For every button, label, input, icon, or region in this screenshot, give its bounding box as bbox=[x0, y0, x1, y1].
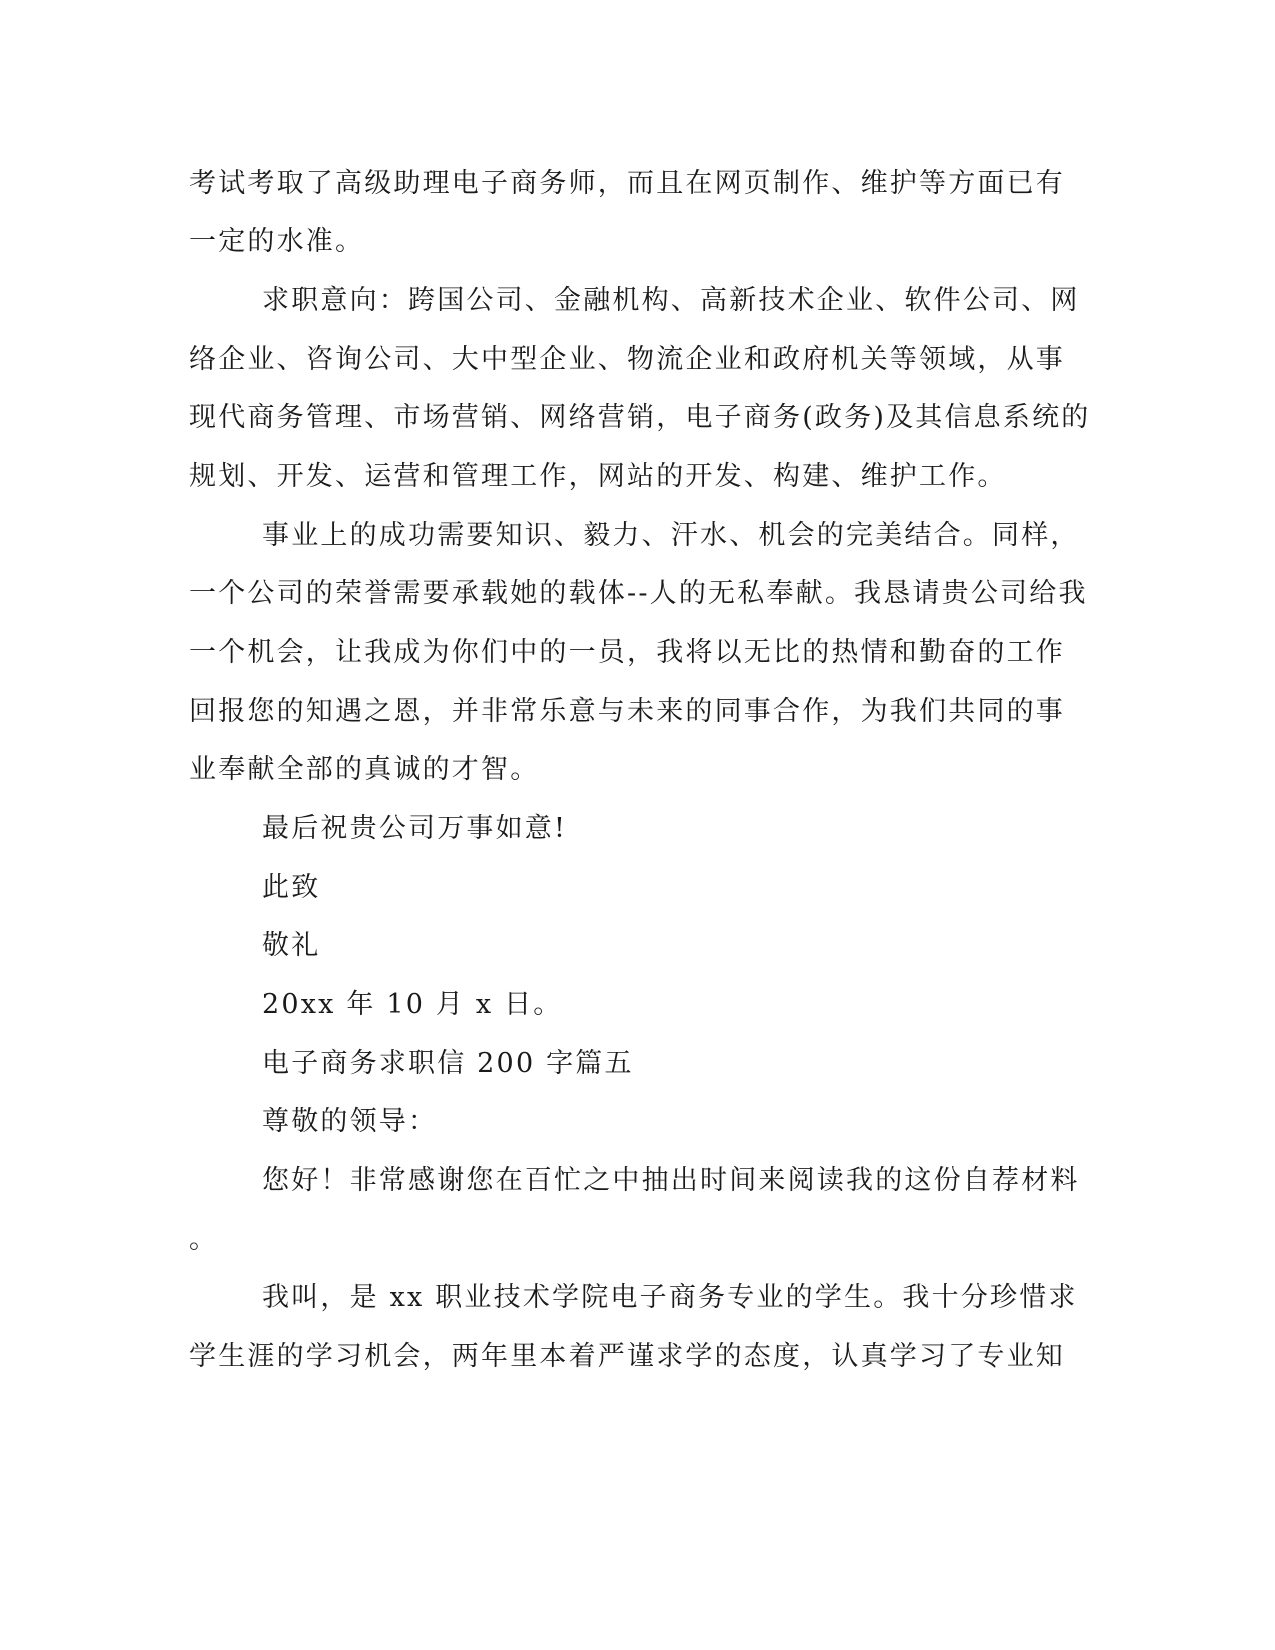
text-line: 一个公司的荣誉需要承载她的载体--人的无私奉献。我恳请贵公司给我 bbox=[189, 578, 1088, 609]
text-line: 学生涯的学习机会，两年里本着严谨求学的态度，认真学习了专业知 bbox=[189, 1341, 1065, 1372]
text-line: 规划、开发、运营和管理工作，网站的开发、构建、维护工作。 bbox=[189, 461, 1007, 492]
text-line: 尊敬的领导： bbox=[262, 1106, 438, 1137]
text-line: 。 bbox=[189, 1224, 219, 1255]
section-heading: 电子商务求职信 200 字篇五 bbox=[262, 1048, 634, 1079]
text-line: 最后祝贵公司万事如意! bbox=[262, 813, 568, 844]
text-line: 业奉献全部的真诚的才智。 bbox=[189, 754, 540, 785]
text-line: 我叫，是 xx 职业技术学院电子商务专业的学生。我十分珍惜求 bbox=[262, 1282, 1078, 1313]
text-line: 现代商务管理、市场营销、网络营销，电子商务(政务)及其信息系统的 bbox=[189, 402, 1091, 433]
text-line: 求职意向：跨国公司、金融机构、高新技术企业、软件公司、网 bbox=[262, 285, 1080, 316]
text-line: 20xx 年 10 月 x 日。 bbox=[262, 989, 563, 1020]
text-line: 事业上的成功需要知识、毅力、汗水、机会的完美结合。同样， bbox=[262, 520, 1080, 551]
text-line: 一定的水准。 bbox=[189, 226, 365, 257]
text-line: 络企业、咨询公司、大中型企业、物流企业和政府机关等领域，从事 bbox=[189, 344, 1065, 375]
text-line: 回报您的知遇之恩，并非常乐意与未来的同事合作，为我们共同的事 bbox=[189, 696, 1065, 727]
text-line: 考试考取了高级助理电子商务师，而且在网页制作、维护等方面已有 bbox=[189, 168, 1065, 199]
text-line: 一个机会，让我成为你们中的一员，我将以无比的热情和勤奋的工作 bbox=[189, 637, 1065, 668]
text-line: 您好！非常感谢您在百忙之中抽出时间来阅读我的这份自荐材料 bbox=[262, 1165, 1080, 1196]
text-line: 此致 bbox=[262, 872, 321, 903]
text-line: 敬礼 bbox=[262, 930, 321, 961]
